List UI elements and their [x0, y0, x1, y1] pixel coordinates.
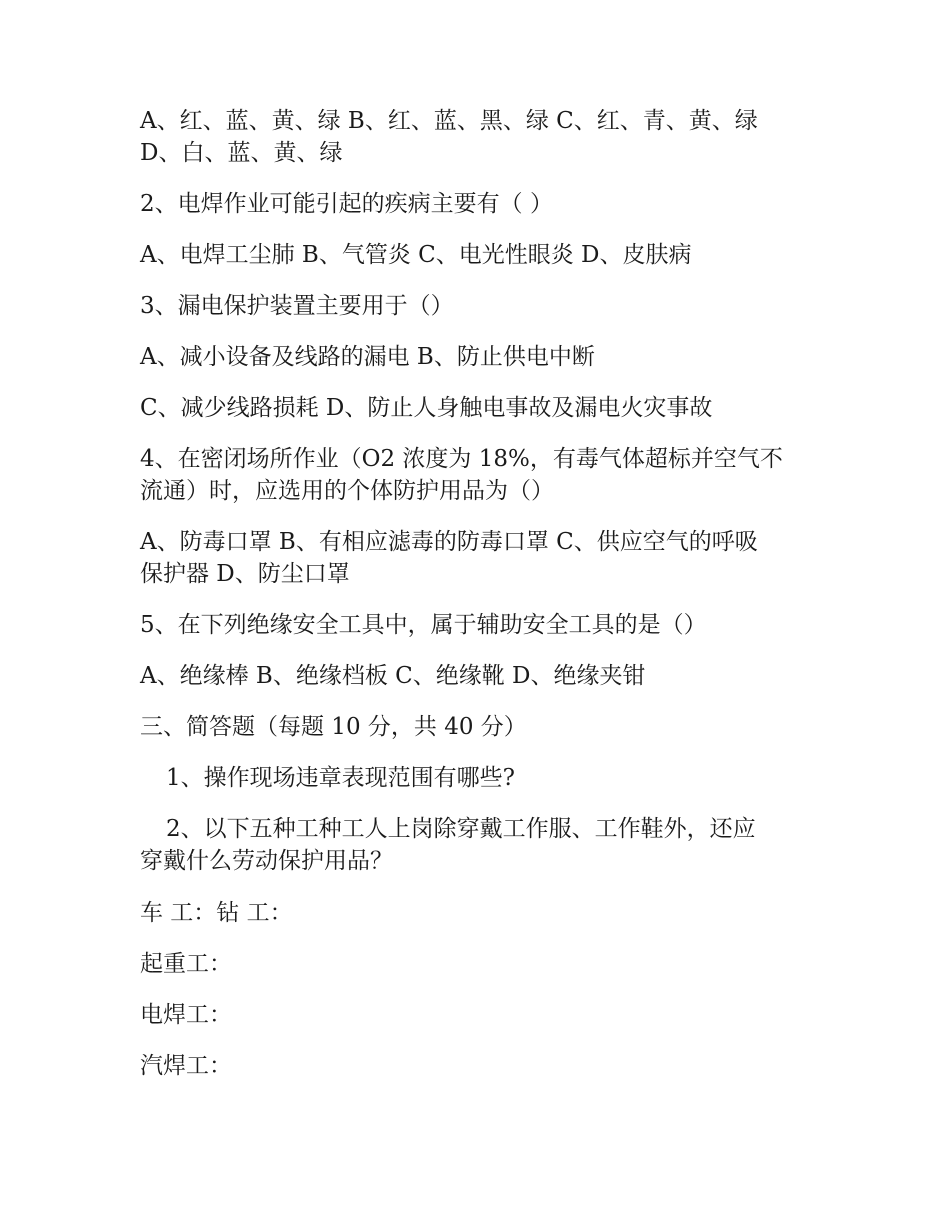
answer-options-q5	[140, 660, 820, 692]
text-line: 3、漏电保护装置主要用于（）	[140, 293, 454, 319]
text-line: 5、在下列绝缘安全工具中，属于辅助安全工具的是（）	[140, 612, 707, 638]
text-line: D、白、蓝、黄、绿	[140, 140, 343, 166]
short-answer-2	[140, 813, 846, 877]
text-line: A、减小设备及线路的漏电 B、防止供电中断	[140, 344, 595, 370]
text-line: 流通）时，应选用的个体防护用品为（）	[140, 478, 554, 504]
text-line: 保护器 D、防尘口罩	[140, 561, 350, 587]
text-line: 穿戴什么劳动保护用品？	[140, 848, 393, 874]
answer-options-q3-ab	[140, 341, 820, 373]
answer-options-q4	[140, 526, 820, 590]
text-line: C、减少线路损耗 D、防止人身触电事故及漏电火灾事故	[140, 395, 713, 421]
job-crane	[140, 948, 820, 980]
text-line: 2、电焊作业可能引起的疾病主要有（ ）	[140, 191, 553, 217]
text-line: 三、简答题（每题 10 分，共 40 分）	[140, 714, 527, 740]
answer-options-q1	[140, 105, 820, 169]
job-gas-welder	[140, 1050, 820, 1082]
text-line: A、电焊工尘肺 B、气管炎 C、电光性眼炎 D、皮肤病	[140, 242, 692, 268]
text-line: A、绝缘棒 B、绝缘档板 C、绝缘靴 D、绝缘夹钳	[140, 663, 646, 689]
question-5	[140, 609, 820, 641]
text-line: 1、操作现场违章表现范围有哪些?	[166, 765, 515, 791]
job-lathe-drill	[140, 897, 820, 929]
text-line: A、防毒口罩 B、有相应滤毒的防毒口罩 C、供应空气的呼吸	[140, 529, 758, 555]
text-line: 2、以下五种工种工人上岗除穿戴工作服、工作鞋外，还应	[166, 816, 756, 842]
text-line: 电焊工：	[140, 1002, 232, 1028]
question-2	[140, 188, 820, 220]
text-line: 车 工：钻 工：	[140, 900, 293, 926]
section-heading	[140, 711, 820, 743]
question-3	[140, 290, 820, 322]
text-line: A、红、蓝、黄、绿 B、红、蓝、黑、绿 C、红、青、黄、绿	[140, 108, 758, 134]
text-line: 起重工：	[140, 951, 232, 977]
text-line: 汽焊工：	[140, 1053, 232, 1079]
text-line: 4、在密闭场所作业（O2 浓度为 18%，有毒气体超标并空气不	[140, 446, 783, 472]
answer-options-q2	[140, 239, 820, 271]
short-answer-1	[166, 762, 846, 794]
answer-options-q3-cd	[140, 392, 820, 424]
question-4	[140, 443, 820, 507]
job-electric-welder	[140, 999, 820, 1031]
